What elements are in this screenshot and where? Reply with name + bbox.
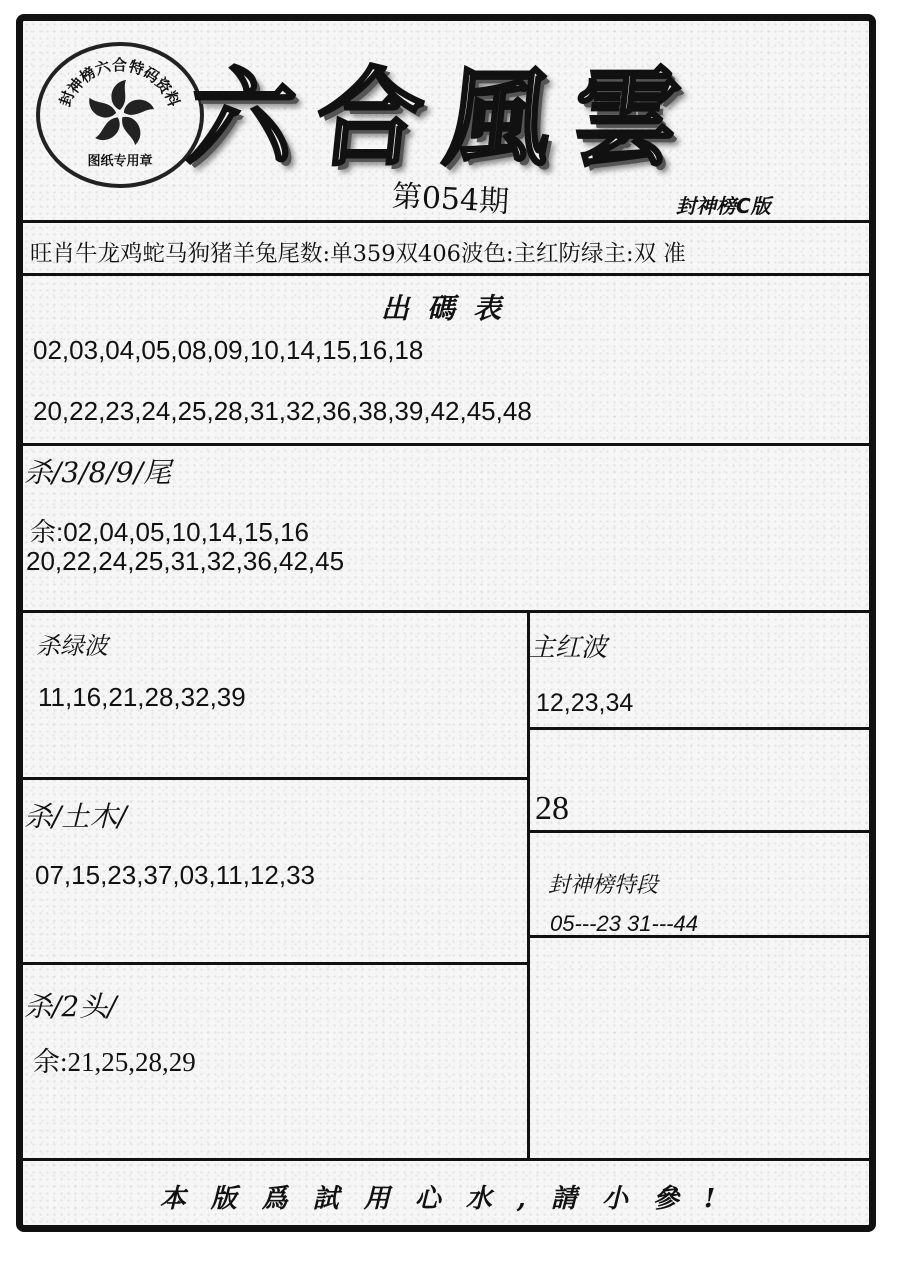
divider-green xyxy=(20,777,529,780)
head-remaining: 余:21,25,28,29 xyxy=(33,1047,196,1077)
divider-column xyxy=(527,612,530,1160)
code-table-line-2: 20,22,23,24,25,28,31,32,36,38,39,42,45,48 xyxy=(33,396,532,426)
seal-ring-char: 资 xyxy=(151,73,176,97)
forecast-summary: 旺肖牛龙鸡蛇马狗猪羊兔尾数:单359双406波色:主红防绿主:双 准 xyxy=(30,241,686,267)
issue-number: 第054期 xyxy=(390,178,510,221)
seal-ring-char: 六 xyxy=(92,56,113,79)
seal-ring-char: 料 xyxy=(160,88,183,110)
green-numbers: 11,16,21,28,32,39 xyxy=(38,682,246,712)
masthead-title: 六合風雲 xyxy=(182,55,708,180)
single-number: 28 xyxy=(535,790,569,827)
tail-remaining-line-2: 20,22,24,25,31,32,36,42,45 xyxy=(26,546,345,576)
red-heading: 主红波 xyxy=(529,633,608,663)
divider-code-table xyxy=(20,443,869,446)
seal-subtitle: 图纸专用章 xyxy=(87,154,153,169)
seal-ring-char: 封 xyxy=(56,88,79,110)
seal-ring-char: 特 xyxy=(126,56,147,79)
edition-label: 封神榜C版 xyxy=(676,194,771,218)
code-table-title: 出碼表 xyxy=(380,292,519,325)
elements-heading: 杀/土木/ xyxy=(24,800,127,833)
seal-ring-char: 码 xyxy=(140,63,163,87)
divider-tail xyxy=(20,610,869,613)
divider-single xyxy=(529,830,869,833)
seal-stamp xyxy=(36,42,204,188)
tail-heading: 杀/3/8/9/尾 xyxy=(24,456,172,489)
divider-elements xyxy=(20,962,529,965)
seal-ring-char: 榜 xyxy=(76,63,99,87)
divider-red xyxy=(529,727,869,730)
red-numbers: 12,23,34 xyxy=(536,689,634,717)
special-heading: 封神榜特段 xyxy=(548,873,659,898)
tail-remaining-line-1: 余:02,04,05,10,14,15,16 xyxy=(30,517,310,547)
divider-info xyxy=(20,273,869,276)
code-table-line-1: 02,03,04,05,08,09,10,14,15,16,18 xyxy=(33,335,424,365)
head-heading: 杀/2头/ xyxy=(24,990,117,1023)
special-numbers: 05---23 31---44 xyxy=(550,911,698,936)
green-heading: 杀绿波 xyxy=(36,632,108,660)
footer-note: 本版爲試用心水,請小參! xyxy=(159,1184,741,1214)
seal-ring-char: 合 xyxy=(112,56,128,75)
divider-footer xyxy=(20,1158,869,1161)
divider-header xyxy=(20,220,869,223)
seal-ring-char: 神 xyxy=(63,73,88,97)
elements-numbers: 07,15,23,37,03,11,12,33 xyxy=(35,860,315,890)
